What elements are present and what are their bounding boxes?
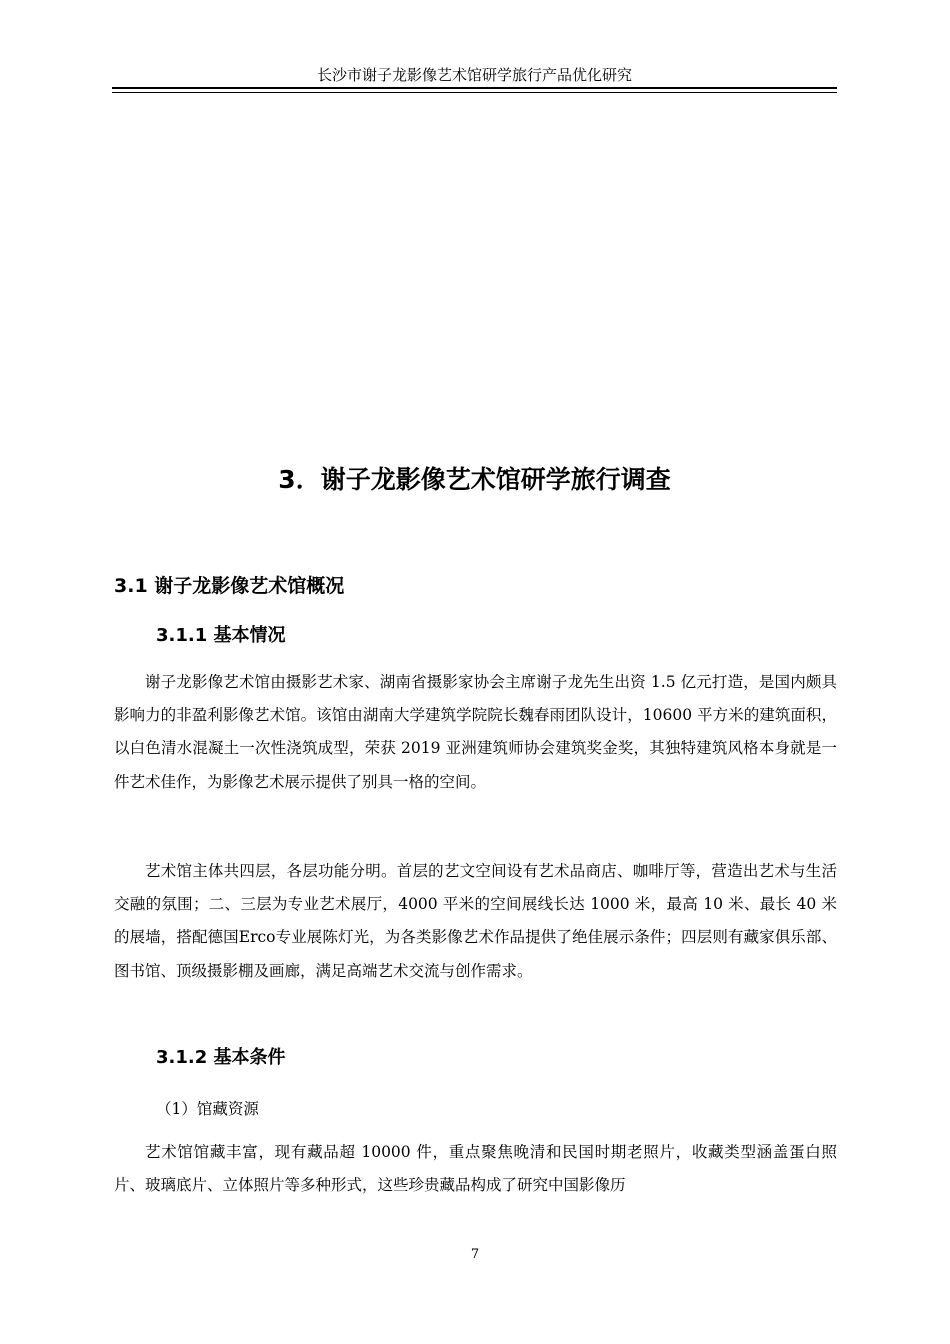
paragraph-basic-info-2: 艺术馆主体共四层，各层功能分明。首层的艺文空间设有艺术品商店、咖啡厅等，营造出艺术与生活交融的氛围；二、三层为专业艺术展厅，4000 平米的空间展线长达 1000 米，最高 10 米、最长 40 米的展墙，搭配德国Erco专业展陈灯光，为各类影像艺术作品提供了绝佳展示条件；四层则有藏家俱乐部、图书馆、顶级摄影棚及画廊，满足高端艺术交流与创作需求。 xyxy=(114,862,837,980)
chapter-title: 3．谢子龙影像艺术馆研学旅行调查 xyxy=(278,465,671,494)
subsection-heading-3-1-1: 3.1.1 基本情况 xyxy=(156,625,286,646)
section-heading-3-1: 3.1 谢子龙影像艺术馆概况 xyxy=(114,575,345,597)
page-number: 7 xyxy=(470,1247,480,1262)
header-rule-thick xyxy=(112,87,837,89)
header-rule-thin xyxy=(112,92,837,93)
paragraph-collection: 艺术馆馆藏丰富，现有藏品超 10000 件，重点聚焦晚清和民国时期老照片，收藏类型涵盖蛋白照片、玻璃底片、立体照片等多种形式，这些珍贵藏品构成了研究中国影像历 xyxy=(114,1143,837,1195)
paragraph-basic-info-1: 谢子龙影像艺术馆由摄影艺术家、湖南省摄影家协会主席谢子龙先生出资 1.5 亿元打造，是国内颇具影响力的非盈利影像艺术馆。该馆由湖南大学建筑学院院长魏春雨团队设计，10600 平方米的建筑面积，以白色清水混凝土一次性浇筑成型，荣获 2019 亚洲建筑师协会建筑奖金奖，其独特建筑风格本身就是一件艺术佳作，为影像艺术展示提供了别具一格的空间。 xyxy=(114,673,837,791)
list-item-collection-resources: （1）馆藏资源 xyxy=(156,1100,259,1118)
subsection-heading-3-1-2: 3.1.2 基本条件 xyxy=(156,1047,286,1068)
running-header: 长沙市谢子龙影像艺术馆研学旅行产品优化研究 xyxy=(316,66,632,84)
